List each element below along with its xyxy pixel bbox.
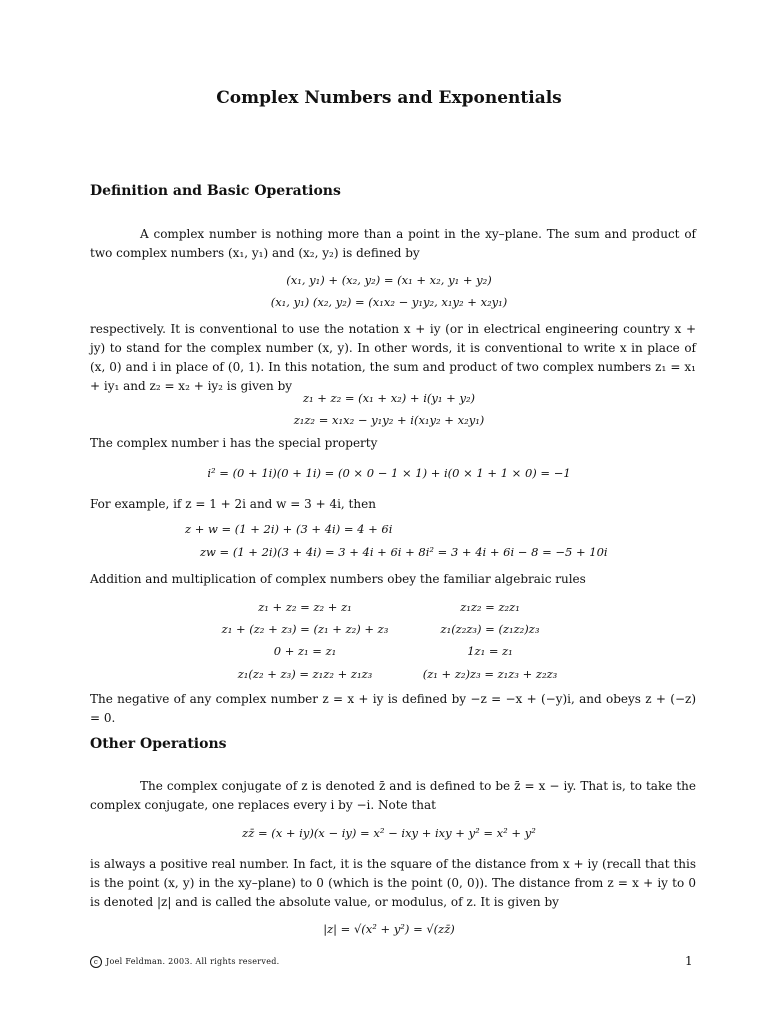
- rule-associative-add: z₁ + (z₂ + z₃) = (z₁ + z₂) + z₃: [221, 622, 389, 636]
- copyright-text: Joel Feldman. 2003. All rights reserved.: [106, 957, 280, 966]
- equation-product: (x₁, y₁) (x₂, y₂) = (x₁x₂ − y₁y₂, x₁y₂ + x₂y₁): [270, 295, 508, 309]
- equation-complex-product: z₁z₂ = x₁x₂ − y₁y₂ + i(x₁y₂ + x₂y₁): [293, 413, 485, 427]
- page-number: 1: [685, 954, 693, 968]
- equation-sum: (x₁, y₁) + (x₂, y₂) = (x₁ + x₂, y₁ + y₂): [286, 273, 492, 287]
- equation-conjugate-product: zz̄ = (x + iy)(x − iy) = x² − ixy + ixy + y² = x² + y²: [242, 826, 536, 840]
- paragraph-negative: The negative of any complex number z = x + iy is defined by −z = −x + (−y)i, and obeys z + (−z) = 0.: [90, 692, 696, 725]
- footer-copyright: [90, 956, 280, 968]
- paragraph-intro: A complex number is nothing more than a point in the xy–plane. The sum and product of two complex numbers (x₁, y₁) and (x₂, y₂) is defined by: [90, 227, 696, 260]
- rule-commutative-add: z₁ + z₂ = z₂ + z₁: [258, 600, 352, 614]
- rule-distributive-right: (z₁ + z₂)z₃ = z₁z₃ + z₂z₃: [422, 667, 558, 681]
- equation-example-sum: z + w = (1 + 2i) + (3 + 4i) = 4 + 6i: [185, 522, 393, 536]
- paragraph-example: For example, if z = 1 + 2i and w = 3 + 4i, then: [90, 497, 376, 511]
- rule-additive-identity: 0 + z₁ = z₁: [273, 644, 337, 658]
- paragraph-special-property: The complex number i has the special property: [90, 436, 378, 450]
- equation-complex-sum: z₁ + z₂ = (x₁ + x₂) + i(y₁ + y₂): [302, 391, 476, 405]
- paragraph-notation: respectively. It is conventional to use the notation x + iy (or in electrical engineering country x + jy) to stand for the complex number (x, y). In other words, it is conventional to write x in place of (x, 0) and i in place of (0, 1). In this notation, the sum and product of two complex numbers z₁ = x₁ + iy₁ and z₂ = x₂ + iy₂ is given by: [90, 322, 696, 393]
- section-heading-definition: Definition and Basic Operations: [90, 183, 341, 199]
- equation-modulus: |z| = √(x² + y²) = √(zz̄): [323, 922, 455, 936]
- rule-distributive-left: z₁(z₂ + z₃) = z₁z₂ + z₁z₃: [237, 667, 373, 681]
- rule-commutative-mult: z₁z₂ = z₂z₁: [460, 600, 520, 614]
- paragraph-modulus: is always a positive real number. In fact, it is the square of the distance from x + iy (recall that this is the point (x, y) in the xy–plane) to 0 (which is the point (0, 0)). The distance from z = x + iy to 0 is denoted |z| and is called the absolute value, or modulus, of z. It is given by: [90, 857, 696, 909]
- paragraph-conjugate: The complex conjugate of z is denoted z̄ and is defined to be z̄ = x − iy. That is, to take the complex conjugate, one replaces every i by −i. Note that: [90, 779, 696, 812]
- rule-multiplicative-identity: 1z₁ = z₁: [467, 644, 513, 658]
- equation-i-squared: i² = (0 + 1i)(0 + 1i) = (0 × 0 − 1 × 1) + i(0 × 1 + 1 × 0) = −1: [207, 466, 571, 480]
- rule-associative-mult: z₁(z₂z₃) = (z₁z₂)z₃: [440, 622, 540, 636]
- section-heading-other-operations: Other Operations: [90, 736, 227, 752]
- page-title: Complex Numbers and Exponentials: [216, 88, 562, 108]
- paragraph-algebraic-rules: Addition and multiplication of complex numbers obey the familiar algebraic rules: [90, 572, 586, 586]
- equation-example-product: zw = (1 + 2i)(3 + 4i) = 3 + 4i + 6i + 8i² = 3 + 4i + 6i − 8 = −5 + 10i: [200, 545, 608, 559]
- copyright-symbol-icon: c: [90, 956, 102, 968]
